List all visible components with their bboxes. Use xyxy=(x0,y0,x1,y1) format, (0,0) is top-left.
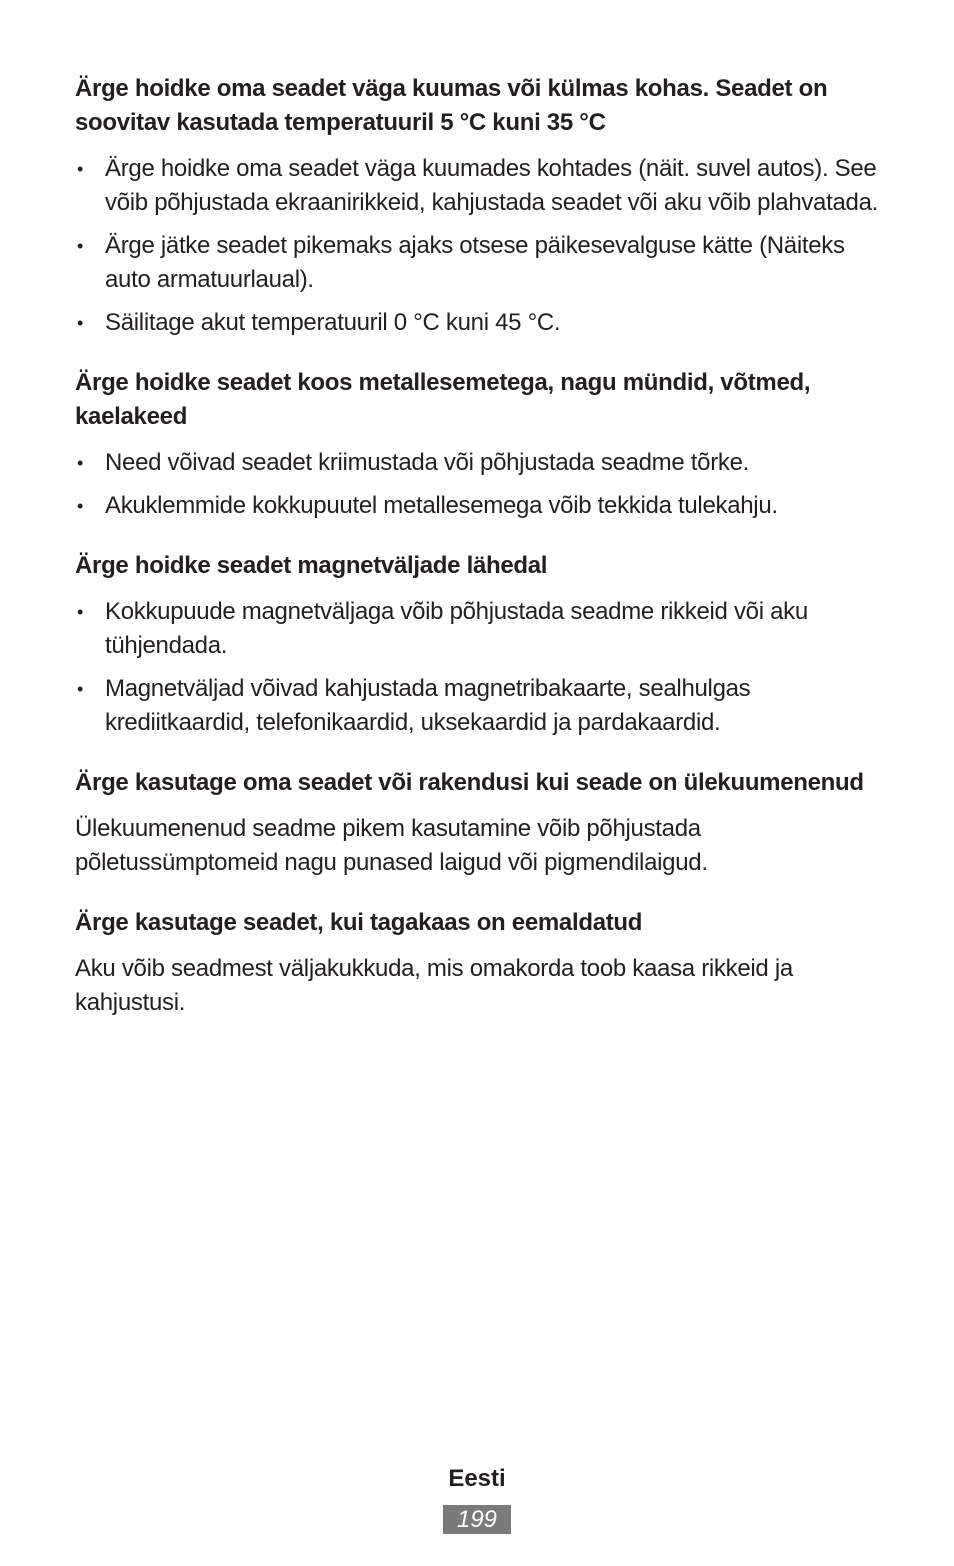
list-item xyxy=(75,306,885,340)
list-item xyxy=(75,152,885,220)
list-item xyxy=(75,489,885,523)
list-item-text: Ärge hoidke oma seadet väga kuumades kohtades (näit. suvel autos). See võib põhjustada ekraanirikkeid, kahjustada seadet või aku võib plahvatada. xyxy=(105,155,878,216)
section-magnetic-fields xyxy=(75,549,885,740)
section-heading: Ärge hoidke seadet koos metallesemetega, nagu mündid, võtmed, kaelakeed xyxy=(75,369,811,430)
section-metal-objects xyxy=(75,366,885,523)
bullet-list xyxy=(75,595,885,740)
section-heading: Ärge kasutage oma seadet või rakendusi kui seade on ülekuumenenud xyxy=(75,769,864,796)
bullet-icon: • xyxy=(77,159,84,179)
bullet-list xyxy=(75,446,885,523)
list-item xyxy=(75,595,885,663)
section-overheated xyxy=(75,766,885,880)
list-item xyxy=(75,446,885,480)
bullet-icon: • xyxy=(77,496,84,516)
list-item-text: Kokkupuude magnetväljaga võib põhjustada seadme rikkeid või aku tühjendada. xyxy=(105,598,808,659)
section-temperature xyxy=(75,72,885,340)
section-back-cover xyxy=(75,906,885,1020)
list-item-text: Akuklemmide kokkupuutel metallesemega võib tekkida tulekahju. xyxy=(105,492,778,519)
section-heading: Ärge hoidke seadet magnetväljade lähedal xyxy=(75,552,548,579)
bullet-icon: • xyxy=(77,679,84,699)
list-item-text: Säilitage akut temperatuuril 0 °C kuni 45 °C. xyxy=(105,309,561,336)
bullet-list xyxy=(75,152,885,340)
document-body xyxy=(75,72,885,1046)
footer-language-label: Eesti xyxy=(448,1465,506,1492)
bullet-icon: • xyxy=(77,313,84,333)
list-item-text: Need võivad seadet kriimustada või põhjustada seadme tõrke. xyxy=(105,449,750,476)
bullet-icon: • xyxy=(77,453,84,473)
page-number-badge: 199 xyxy=(443,1505,511,1534)
bullet-icon: • xyxy=(77,602,84,622)
list-item-text: Ärge jätke seadet pikemaks ajaks otsese päikesevalguse kätte (Näiteks auto armatuurlaual). xyxy=(105,232,845,293)
list-item xyxy=(75,229,885,297)
section-paragraph: Aku võib seadmest väljakukkuda, mis omakorda toob kaasa rikkeid ja kahjustusi. xyxy=(75,955,793,1016)
section-heading: Ärge kasutage seadet, kui tagakaas on eemaldatud xyxy=(75,909,643,936)
section-paragraph: Ülekuumenenud seadme pikem kasutamine võib põhjustada põletussümptomeid nagu punased laigud või pigmendilaigud. xyxy=(75,815,708,876)
bullet-icon: • xyxy=(77,236,84,256)
list-item-text: Magnetväljad võivad kahjustada magnetribakaarte, sealhulgas krediitkaardid, telefonikaardid, uksekaardid ja pardakaardid. xyxy=(105,675,751,736)
section-heading: Ärge hoidke oma seadet väga kuumas või külmas kohas. Seadet on soovitav kasutada temperatuuril 5 °C kuni 35 °C xyxy=(75,75,828,136)
list-item xyxy=(75,672,885,740)
